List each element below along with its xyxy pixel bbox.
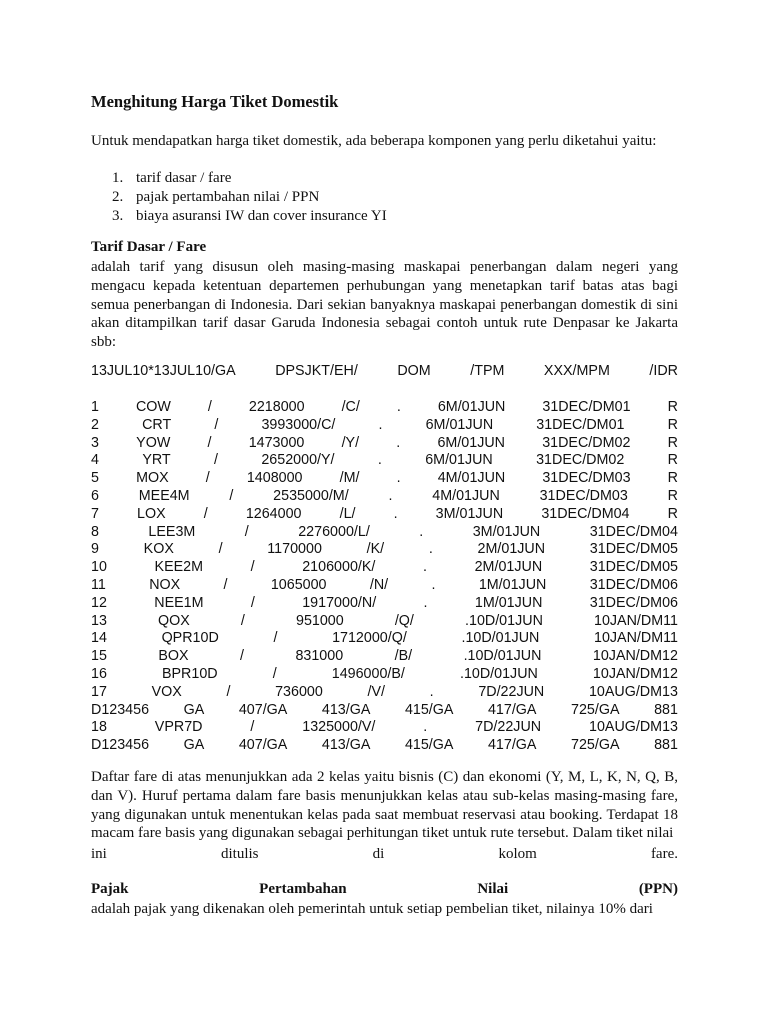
- fare-cell: 15: [91, 648, 107, 665]
- fare-cell: 10: [91, 559, 107, 576]
- fare-cell: 6: [91, 487, 99, 504]
- fare-header-cell: DPSJKT/EH/: [275, 363, 358, 379]
- fare-cell: .: [423, 594, 428, 611]
- fare-cell: GA: [183, 701, 205, 718]
- fare-row: [91, 613, 678, 631]
- fare-cell: YRT: [142, 452, 171, 469]
- fare-cell: 1408000: [246, 470, 303, 487]
- fare-row: [91, 541, 678, 559]
- word: di: [372, 846, 385, 862]
- fare-cell: /Q/: [394, 612, 414, 629]
- fare-row: [91, 666, 678, 684]
- fare-cell: 6M/01JUN: [425, 416, 494, 433]
- fare-cell: VPR7D: [154, 719, 203, 736]
- fare-row: [91, 417, 678, 435]
- fare-cell: 1170000: [267, 541, 322, 558]
- fare-row: [91, 595, 678, 613]
- fare-cell: GA: [183, 737, 205, 754]
- fare-cell: .: [378, 416, 383, 433]
- fare-cell: /: [214, 416, 219, 433]
- fare-cell: 2652000/Y/: [261, 452, 335, 469]
- fare-cell: 2276000/L/: [298, 523, 370, 540]
- fare-cell: .: [428, 541, 433, 558]
- fare-cell: 407/GA: [238, 737, 288, 754]
- fare-cell: .: [429, 683, 434, 700]
- intro-paragraph: Untuk mendapatkan harga tiket domestik, ada beberapa komponen yang perlu diketahui yaitu:: [91, 133, 657, 149]
- fare-cell: .: [396, 470, 401, 487]
- fare-cell: /: [250, 559, 255, 576]
- fare-cell: 7D/22JUN: [475, 719, 542, 736]
- fare-cell: /Y/: [341, 434, 360, 451]
- fare-cell: LEE3M: [148, 523, 196, 540]
- fare-cell: /: [240, 648, 244, 665]
- ini-line: [91, 845, 678, 863]
- fare-cell: .: [423, 719, 428, 736]
- fare-cell: 1712000/Q/: [332, 630, 407, 647]
- fare-cell: /: [203, 505, 208, 522]
- fare-header-cell: 13JUL10*13JUL10/GA: [91, 363, 236, 379]
- fare-cell: COW: [135, 399, 171, 415]
- word: ditulis: [220, 846, 259, 862]
- component-list: [112, 169, 387, 226]
- fare-cell: 1325000/V/: [302, 719, 376, 736]
- fare-cell: R: [667, 416, 678, 433]
- fare-cell: CRT: [142, 416, 172, 433]
- list-item: 3. biaya asuransi IW dan cover insurance YI: [112, 208, 387, 224]
- ppn-heading: [91, 880, 678, 898]
- list-item: 2. pajak pertambahan nilai / PPN: [112, 189, 320, 205]
- fare-cell: /: [223, 576, 228, 593]
- fare-cell: D123456: [91, 701, 150, 718]
- heading-word: Pertambahan: [259, 881, 347, 897]
- fare-row: [91, 630, 678, 648]
- fare-cell: 1M/01JUN: [478, 576, 547, 593]
- fare-header-cell: /IDR: [649, 363, 678, 379]
- fare-cell: 881: [654, 737, 678, 754]
- ppn-paragraph: adalah pajak yang dikenakan oleh pemerintah untuk setiap pembelian tiket, nilainya 10% dari: [91, 901, 653, 917]
- fare-cell: 31DEC/DM01: [542, 399, 631, 415]
- fare-cell: 10JAN/DM12: [592, 665, 678, 682]
- fare-cell: /: [273, 630, 278, 647]
- fare-cell: /L/: [339, 505, 356, 522]
- fare-cell: 413/GA: [321, 737, 371, 754]
- fare-cell: /: [207, 434, 212, 451]
- fare-cell: 7D/22JUN: [478, 683, 545, 700]
- fare-cell: /B/: [394, 648, 413, 665]
- fare-cell: 31DEC/DM02: [536, 452, 625, 469]
- fare-cell: 10JAN/DM11: [594, 612, 678, 629]
- fare-cell: 2M/01JUN: [477, 541, 546, 558]
- word: kolom: [498, 846, 537, 862]
- heading-word: (PPN): [638, 881, 678, 897]
- fare-cell: 725/GA: [571, 701, 620, 718]
- fare-cell: D123456: [91, 737, 150, 754]
- fare-cell: .10D/01JUN: [465, 612, 543, 629]
- fare-cell: 881: [654, 701, 678, 718]
- heading-word: Pajak: [91, 881, 129, 897]
- fare-row: [91, 488, 678, 506]
- fare-header-cell: /TPM: [470, 363, 505, 379]
- fare-cell: 6M/01JUN: [425, 452, 493, 469]
- fare-cell: 10JAN/DM12: [592, 648, 678, 665]
- fare-row: [91, 399, 678, 417]
- fare-cell: .10D/01JUN: [461, 630, 540, 647]
- fare-cell: 1M/01JUN: [474, 594, 543, 611]
- fare-cell: R: [667, 470, 678, 487]
- fare-row: [91, 470, 678, 488]
- fare-cell: .: [423, 559, 427, 576]
- fare-cell: 2106000/K/: [302, 559, 376, 576]
- fare-cell: KEE2M: [154, 559, 203, 576]
- fare-cell: .: [396, 399, 401, 415]
- fare-row: [91, 577, 678, 595]
- fare-cell: 10AUG/DM13: [588, 683, 678, 700]
- fare-cell: 31DEC/DM05: [589, 541, 678, 558]
- fare-header-cell: DOM: [397, 363, 431, 379]
- fare-cell: QOX: [158, 612, 190, 629]
- fare-cell: R: [667, 399, 678, 415]
- fare-row: [91, 737, 678, 755]
- fare-cell: 8: [91, 523, 99, 540]
- fare-cell: 407/GA: [238, 701, 288, 718]
- fare-cell: 417/GA: [487, 737, 537, 754]
- fare-row: [91, 559, 678, 577]
- fare-cell: 6M/01JUN: [437, 434, 505, 451]
- fare-cell: .10D/01JUN: [463, 648, 542, 665]
- fare-cell: /C/: [341, 399, 360, 415]
- fare-cell: /: [207, 399, 212, 415]
- fare-cell: 16: [91, 665, 107, 682]
- fare-cell: R: [667, 505, 678, 522]
- fare-cell: R: [667, 487, 678, 504]
- fare-cell: 3M/01JUN: [472, 523, 541, 540]
- fare-cell: R: [667, 452, 678, 469]
- fare-cell: 1065000: [270, 576, 327, 593]
- fare-cell: 10JAN/DM11: [594, 630, 678, 647]
- fare-cell: .: [431, 576, 436, 593]
- fare-cell: 3M/01JUN: [435, 505, 504, 522]
- fare-cell: 17: [91, 683, 107, 700]
- fare-cell: 2535000/M/: [273, 487, 349, 504]
- fare-cell: 725/GA: [571, 737, 620, 754]
- tarif-paragraph: adalah tarif yang disusun oleh masing-masing maskapai penerbangan dalam negeri yang mengacu kepada ketentuan departemen perhubungan yang menetapkan tarif batas atas bagi semua penerbangan di Indonesia. Dari sekian banyaknya maskapai penerbangan domestik di sini akan ditampilkan tarif dasar Garuda Indonesia sebagai contoh untuk rute Denpasar ke Jakarta sbb:: [91, 259, 678, 351]
- fare-cell: 1: [91, 399, 99, 415]
- fare-cell: 31DEC/DM04: [541, 505, 630, 522]
- fare-cell: LOX: [137, 505, 166, 522]
- fare-row: [91, 684, 678, 702]
- daftar-paragraph: Daftar fare di atas menunjukkan ada 2 kelas yaitu bisnis (C) dan ekonomi (Y, M, L, K, N, Q, B, dan V). Huruf pertama dalam fare basis menunjukkan kelas atau sub-kelas masing-masing fare, yang digunakan untuk menentukan kelas pada saat membuat reservasi atau booking. Terdapat 18 macam fare basis yang digunakan sebagai perhitungan tiket untuk rute tersebut. Dalam tiket nilai: [91, 769, 678, 842]
- fare-cell: 18: [91, 719, 107, 736]
- fare-cell: NEE1M: [154, 594, 204, 611]
- fare-header-cell: XXX/MPM: [543, 363, 610, 379]
- fare-cell: 31DEC/DM03: [542, 470, 631, 487]
- fare-cell: .: [377, 452, 382, 469]
- fare-cell: 2M/01JUN: [474, 559, 543, 576]
- fare-cell: .: [393, 505, 398, 522]
- fare-cell: 31DEC/DM03: [539, 487, 628, 504]
- fare-cell: /: [205, 470, 210, 487]
- fare-cell: 31DEC/DM01: [536, 416, 625, 433]
- fare-cell: /M/: [339, 470, 360, 487]
- fare-cell: 4: [91, 452, 99, 469]
- fare-cell: 14: [91, 630, 107, 647]
- document-title: Menghitung Harga Tiket Domestik: [91, 92, 339, 111]
- fare-cell: MOX: [136, 470, 169, 487]
- fare-row: [91, 524, 678, 542]
- fare-row: [91, 648, 678, 666]
- fare-cell: 1496000/B/: [331, 665, 405, 682]
- fare-cell: 9: [91, 541, 99, 558]
- fare-cell: 415/GA: [404, 701, 454, 718]
- fare-cell: .: [419, 523, 424, 540]
- fare-cell: /: [229, 487, 234, 504]
- fare-cell: 31DEC/DM06: [589, 576, 678, 593]
- fare-cell: 3993000/C/: [261, 416, 336, 433]
- fare-cell: 31DEC/DM04: [589, 523, 678, 540]
- fare-cell: .: [388, 487, 393, 504]
- fare-cell: 951000: [296, 612, 344, 629]
- fare-cell: R: [667, 434, 678, 451]
- fare-cell: 736000: [275, 683, 323, 700]
- fare-cell: /: [226, 683, 231, 700]
- fare-cell: /: [244, 523, 249, 540]
- fare-cell: 31DEC/DM05: [589, 559, 678, 576]
- word: ini: [91, 846, 107, 862]
- word: fare.: [650, 846, 678, 862]
- fare-cell: 3: [91, 434, 99, 451]
- fare-cell: QPR10D: [161, 630, 219, 647]
- fare-cell: 2218000: [248, 399, 305, 415]
- heading-word: Nilai: [477, 881, 509, 897]
- fare-row: [91, 506, 678, 524]
- fare-cell: /: [250, 594, 255, 611]
- fare-cell: 6M/01JUN: [437, 399, 506, 415]
- fare-cell: VOX: [151, 683, 182, 700]
- fare-cell: 1473000: [248, 434, 305, 451]
- fare-cell: /: [240, 612, 245, 629]
- fare-cell: 13: [91, 612, 107, 629]
- fare-cell: MEE4M: [138, 487, 190, 504]
- fare-cell: 831000: [295, 648, 344, 665]
- fare-cell: /V/: [367, 683, 385, 700]
- fare-row: [91, 435, 678, 453]
- fare-cell: 31DEC/DM06: [589, 594, 678, 611]
- fare-cell: 31DEC/DM02: [542, 434, 631, 451]
- fare-cell: /: [250, 719, 255, 736]
- fare-cell: .: [396, 434, 401, 451]
- fare-cell: 4M/01JUN: [437, 470, 506, 487]
- fare-cell: 1264000: [245, 505, 302, 522]
- tarif-heading: Tarif Dasar / Fare: [91, 239, 207, 255]
- fare-row: [91, 452, 678, 470]
- fare-cell: .10D/01JUN: [459, 665, 538, 682]
- fare-cell: /N/: [369, 576, 389, 593]
- fare-cell: 1917000/N/: [302, 594, 377, 611]
- fare-cell: /: [272, 665, 277, 682]
- fare-cell: 413/GA: [321, 701, 371, 718]
- fare-cell: BPR10D: [161, 665, 218, 682]
- fare-cell: 10AUG/DM13: [589, 719, 678, 736]
- fare-cell: 12: [91, 594, 107, 611]
- fare-cell: /K/: [366, 541, 385, 558]
- fare-cell: /: [218, 541, 223, 558]
- fare-cell: 7: [91, 505, 99, 522]
- list-item: 1. tarif dasar / fare: [112, 170, 232, 186]
- fare-cell: BOX: [158, 648, 189, 665]
- fare-cell: 4M/01JUN: [432, 487, 500, 504]
- fare-cell: /: [214, 452, 218, 469]
- fare-cell: KOX: [143, 541, 174, 558]
- fare-cell: 2: [91, 416, 99, 433]
- fare-cell: 11: [91, 576, 106, 593]
- fare-cell: 417/GA: [487, 701, 537, 718]
- fare-cell: 5: [91, 470, 99, 487]
- fare-row: [91, 719, 678, 737]
- fare-row: [91, 702, 678, 720]
- fare-header: [91, 363, 678, 379]
- fare-cell: YOW: [136, 434, 171, 451]
- fare-cell: 415/GA: [404, 737, 454, 754]
- fare-cell: NOX: [149, 576, 181, 593]
- fare-table: [91, 399, 678, 755]
